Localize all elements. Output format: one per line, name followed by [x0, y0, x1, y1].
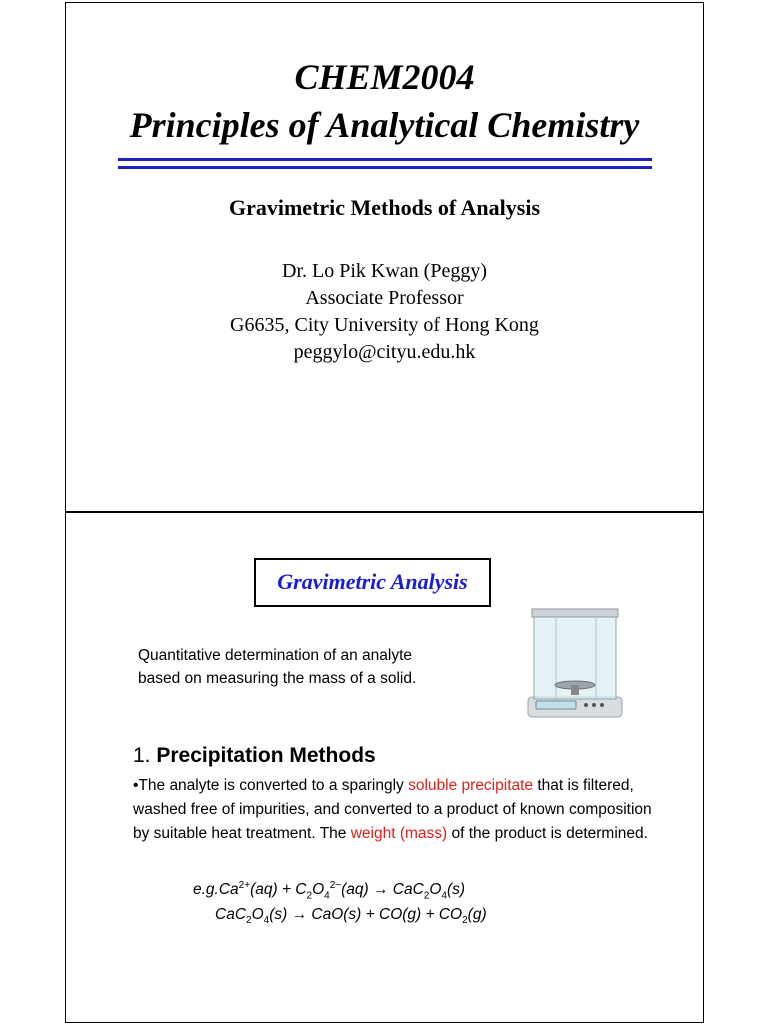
definition-text: Quantitative determination of an analyte based on measuring the mass of a solid.	[138, 647, 417, 687]
equation-precipitation: $e.g.Ca^{2+}(aq) + C_2O_4^{2-}(aq) \to CaC_2O_4(s)$	[193, 880, 466, 902]
slide-heading-box: Gravimetric Analysis	[254, 558, 491, 607]
paragraph-text: of the product is determined.	[447, 825, 648, 842]
course-code: CHEM2004	[294, 57, 475, 97]
paragraph-text: that is filtered, washed free of impurities, and converted to a product of known composition by suitable heat treatment. The	[133, 777, 652, 842]
instructor-name: Dr. Lo Pik Kwan (Peggy)	[282, 260, 487, 282]
precipitation-paragraph	[133, 774, 653, 846]
highlight-soluble-precipitate: soluble precipitate	[408, 777, 534, 794]
section-number: 1.	[133, 744, 151, 767]
instructor-email: peggylo@cityu.edu.hk	[293, 341, 476, 363]
slide-gravimetric-analysis	[65, 512, 704, 1023]
course-name: Principles of Analytical Chemistry	[129, 105, 640, 145]
section-heading	[133, 744, 376, 768]
instructor-title: Associate Professor	[305, 287, 464, 309]
equation-decomposition: $CaC_2O_4(s) \to CaO(s) + CO(g) + CO_2(g)$	[215, 906, 487, 927]
title-rule-bottom	[118, 166, 652, 169]
title-rule-top	[118, 158, 652, 161]
paragraph-text: •The analyte is converted to a sparingly	[133, 777, 409, 794]
analytical-balance-icon	[526, 597, 624, 721]
instructor-office: G6635, City University of Hong Kong	[230, 314, 539, 336]
slide-title	[65, 2, 704, 512]
section-title: Precipitation Methods	[156, 744, 376, 767]
highlight-weight: weight (mass)	[350, 825, 448, 842]
lecture-subtitle: Gravimetric Methods of Analysis	[228, 195, 541, 220]
